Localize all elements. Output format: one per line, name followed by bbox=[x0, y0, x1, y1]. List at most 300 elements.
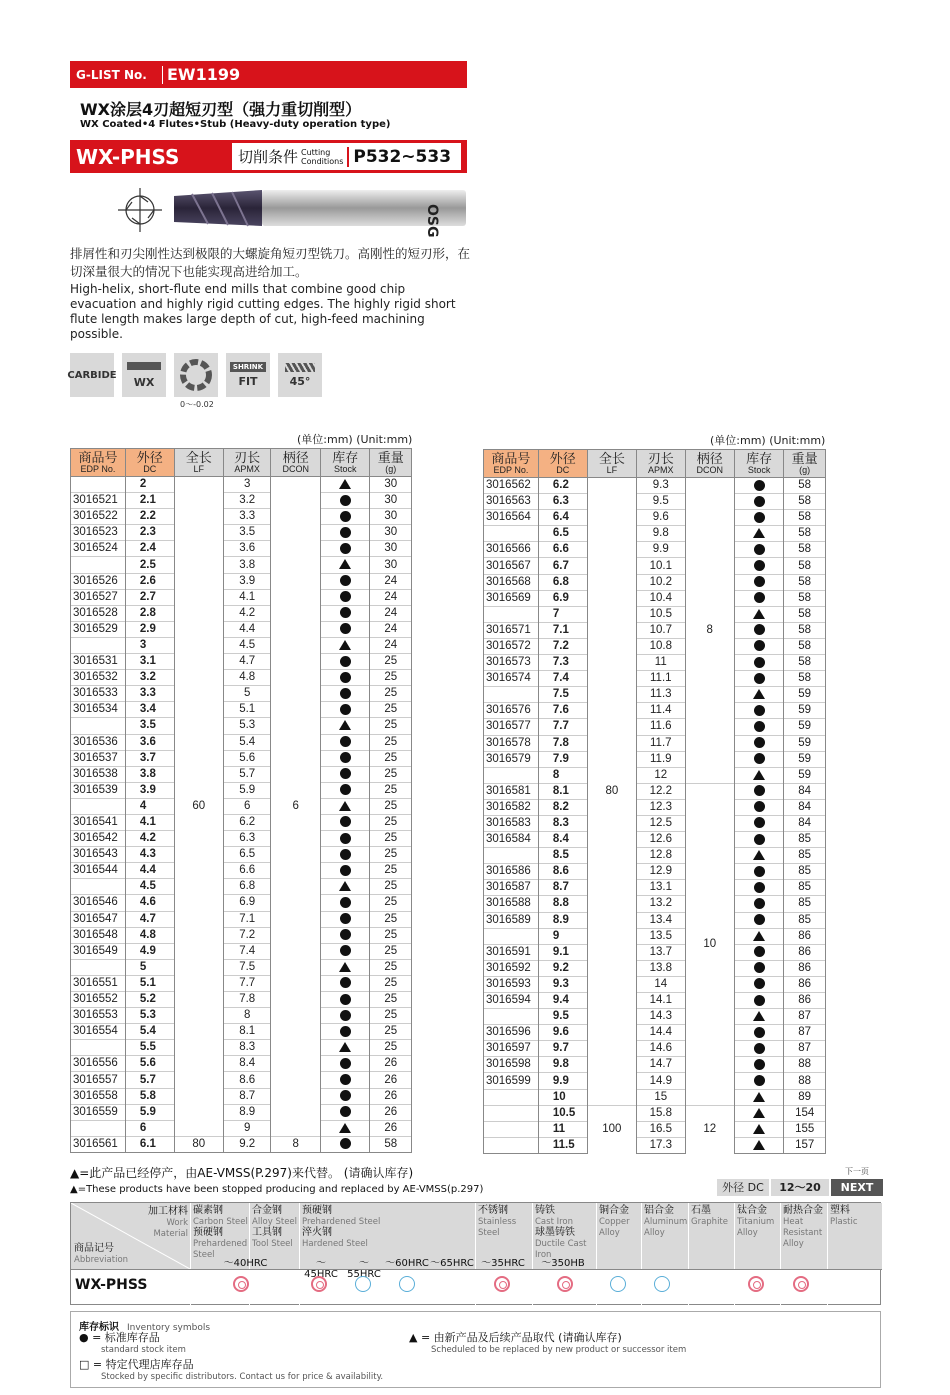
stock-standard-icon bbox=[754, 496, 765, 507]
table-row bbox=[484, 735, 826, 751]
apmx-value: 5.4 bbox=[223, 734, 271, 750]
edp-number: 3016547 bbox=[71, 911, 126, 927]
stock-cell bbox=[734, 993, 783, 1009]
dc-value: 7.6 bbox=[538, 703, 587, 719]
table-row bbox=[484, 896, 826, 912]
description-en: High-helix, short-flute end mills that combine good chip evacuation and highly rigid cutting edges. The highly rigid short flute length makes large depth of cut, high-feed machining possible. bbox=[70, 282, 456, 341]
apmx-value: 5.9 bbox=[223, 782, 271, 798]
dc-value: 8.6 bbox=[538, 864, 587, 880]
stock-replaced-icon bbox=[753, 1092, 765, 1102]
apmx-value: 13.5 bbox=[637, 928, 685, 944]
apmx-value: 9.6 bbox=[637, 510, 685, 526]
dc-value: 5.6 bbox=[125, 1056, 174, 1072]
table-row bbox=[484, 799, 826, 815]
stock-standard-icon bbox=[754, 1075, 765, 1086]
apmx-value: 8.4 bbox=[223, 1056, 271, 1072]
edp-number: 3016564 bbox=[484, 510, 539, 526]
model-name: WX-PHSS bbox=[76, 144, 180, 169]
apmx-value: 10.8 bbox=[637, 638, 685, 654]
table-row bbox=[71, 1008, 412, 1024]
table-row bbox=[71, 943, 412, 959]
edp-number: 3016593 bbox=[484, 976, 539, 992]
stock-standard-icon bbox=[754, 657, 765, 668]
dc-value: 8 bbox=[538, 767, 587, 783]
stock-replaced-icon bbox=[753, 689, 765, 699]
edp-number: 3016563 bbox=[484, 494, 539, 510]
stock-standard-icon bbox=[754, 978, 765, 989]
table-row bbox=[484, 719, 826, 735]
dcon-value: 10 bbox=[685, 783, 734, 1105]
stock-cell bbox=[734, 896, 783, 912]
edp-number: 3016552 bbox=[71, 992, 126, 1008]
dc-value: 4 bbox=[125, 798, 174, 814]
weight-value: 24 bbox=[370, 573, 412, 589]
apmx-value: 6.6 bbox=[223, 863, 271, 879]
stock-replaced-icon bbox=[339, 801, 351, 811]
stock-replaced-icon bbox=[339, 559, 351, 569]
stock-cell bbox=[734, 574, 783, 590]
edp-number: 3016576 bbox=[484, 703, 539, 719]
table-row bbox=[484, 864, 826, 880]
edp-number: 3016578 bbox=[484, 735, 539, 751]
stock-cell bbox=[321, 1024, 370, 1040]
stock-standard-icon bbox=[340, 816, 351, 827]
edp-number: 3016548 bbox=[71, 927, 126, 943]
table-row bbox=[484, 751, 826, 767]
stock-standard-icon bbox=[754, 640, 765, 651]
edp-number bbox=[71, 1040, 126, 1056]
recommended-icon bbox=[654, 1276, 670, 1292]
stock-replaced-icon bbox=[753, 1140, 765, 1150]
stock-cell bbox=[734, 606, 783, 622]
column-header-dcon: 柄径 DCON bbox=[685, 450, 734, 478]
dc-value: 2.7 bbox=[125, 589, 174, 605]
recommended-icon bbox=[355, 1276, 371, 1292]
dc-value: 9.9 bbox=[538, 1073, 587, 1089]
apmx-value: 12.6 bbox=[637, 832, 685, 848]
stock-cell bbox=[321, 686, 370, 702]
stock-cell bbox=[734, 494, 783, 510]
flute-shape bbox=[174, 190, 262, 226]
edp-number bbox=[71, 879, 126, 895]
next-dc-range: 12〜20 bbox=[771, 1179, 829, 1196]
stock-cell bbox=[321, 525, 370, 541]
apmx-value: 15.8 bbox=[637, 1105, 685, 1121]
stock-cell bbox=[321, 477, 370, 493]
dc-value: 3.8 bbox=[125, 766, 174, 782]
apmx-value: 5.7 bbox=[223, 766, 271, 782]
weight-value: 58 bbox=[784, 526, 826, 542]
apmx-value: 14.6 bbox=[637, 1041, 685, 1057]
apmx-value: 14.4 bbox=[637, 1025, 685, 1041]
apmx-value: 8.1 bbox=[223, 1024, 271, 1040]
stock-cell bbox=[321, 637, 370, 653]
apmx-value: 3.2 bbox=[223, 493, 271, 509]
weight-value: 58 bbox=[784, 574, 826, 590]
apmx-value: 12.2 bbox=[637, 783, 685, 799]
dc-value: 4.8 bbox=[125, 927, 174, 943]
column-header-dc: 外径 DC bbox=[538, 450, 587, 478]
weight-value: 84 bbox=[784, 783, 826, 799]
edp-number: 3016541 bbox=[71, 814, 126, 830]
product-title-cn: WX涂层4刃超短刃型（强力重切削型） bbox=[80, 100, 362, 119]
dc-value: 4.7 bbox=[125, 911, 174, 927]
dc-value: 5.2 bbox=[125, 992, 174, 1008]
feature-icons bbox=[67, 353, 322, 397]
svg-text:OSG: OSG bbox=[424, 204, 440, 238]
material-column: 石墨 Graphite bbox=[688, 1203, 734, 1305]
edp-number: 3016524 bbox=[71, 541, 126, 557]
cutting-conditions-pages[interactable]: P532~533 bbox=[353, 146, 452, 167]
stock-cell bbox=[321, 798, 370, 814]
stock-cell bbox=[734, 864, 783, 880]
edp-number bbox=[71, 798, 126, 814]
edp-number: 3016586 bbox=[484, 864, 539, 880]
apmx-value: 11.6 bbox=[637, 719, 685, 735]
unit-label-right: (单位:mm) (Unit:mm) bbox=[710, 434, 826, 447]
table-row bbox=[71, 992, 412, 1008]
edp-number: 3016596 bbox=[484, 1025, 539, 1041]
stock-standard-icon bbox=[340, 945, 351, 956]
table-row bbox=[71, 637, 412, 653]
material-column: 塑料 Plastic bbox=[827, 1203, 882, 1305]
dc-value: 5.4 bbox=[125, 1024, 174, 1040]
work-material-label: 加工材料 Work Material bbox=[148, 1206, 188, 1239]
stock-cell bbox=[734, 703, 783, 719]
weight-value: 30 bbox=[370, 509, 412, 525]
apmx-value: 11.4 bbox=[637, 703, 685, 719]
table-row bbox=[71, 879, 412, 895]
table-row bbox=[484, 928, 826, 944]
stock-cell bbox=[734, 622, 783, 638]
table-row bbox=[71, 509, 412, 525]
apmx-value: 8.7 bbox=[223, 1088, 271, 1104]
standard-stock-legend: ● = 标准库存品 standard stock item bbox=[79, 1331, 186, 1355]
hardness-label: ～350HB bbox=[541, 1258, 585, 1269]
stock-cell bbox=[321, 541, 370, 557]
dc-value: 7.5 bbox=[538, 687, 587, 703]
apmx-value: 4.2 bbox=[223, 605, 271, 621]
stock-cell bbox=[734, 912, 783, 928]
table-row bbox=[71, 863, 412, 879]
dc-value: 3.4 bbox=[125, 702, 174, 718]
apmx-value: 9 bbox=[223, 1120, 271, 1136]
apmx-value: 7.2 bbox=[223, 927, 271, 943]
edp-number: 3016528 bbox=[71, 605, 126, 621]
column-header-stock: 库存 Stock bbox=[734, 450, 783, 478]
dc-value: 4.6 bbox=[125, 895, 174, 911]
dc-value: 8.1 bbox=[538, 783, 587, 799]
table-row bbox=[71, 477, 412, 493]
edp-number bbox=[484, 1009, 539, 1025]
table-row bbox=[484, 510, 826, 526]
weight-value: 87 bbox=[784, 1009, 826, 1025]
edp-number: 3016592 bbox=[484, 960, 539, 976]
apmx-value: 6 bbox=[223, 798, 271, 814]
edp-number: 3016597 bbox=[484, 1041, 539, 1057]
stock-standard-icon bbox=[754, 834, 765, 845]
stock-replaced-icon bbox=[753, 528, 765, 538]
weight-value: 24 bbox=[370, 621, 412, 637]
weight-value: 85 bbox=[784, 832, 826, 848]
edp-number: 3016529 bbox=[71, 621, 126, 637]
weight-value: 25 bbox=[370, 734, 412, 750]
stock-standard-icon bbox=[340, 1058, 351, 1069]
weight-value: 25 bbox=[370, 975, 412, 991]
stock-standard-icon bbox=[340, 607, 351, 618]
apmx-value: 11.7 bbox=[637, 735, 685, 751]
stock-cell bbox=[321, 1040, 370, 1056]
apmx-value: 3.3 bbox=[223, 509, 271, 525]
stock-standard-icon bbox=[340, 1138, 351, 1149]
weight-value: 88 bbox=[784, 1073, 826, 1089]
stock-cell bbox=[734, 751, 783, 767]
dc-value: 6.6 bbox=[538, 542, 587, 558]
table-row bbox=[484, 1025, 826, 1041]
stock-cell bbox=[321, 734, 370, 750]
dc-value: 9.6 bbox=[538, 1025, 587, 1041]
stock-standard-icon bbox=[340, 591, 351, 602]
table-row bbox=[71, 1024, 412, 1040]
dc-value: 3.5 bbox=[125, 718, 174, 734]
weight-value: 25 bbox=[370, 943, 412, 959]
weight-value: 25 bbox=[370, 895, 412, 911]
stock-cell bbox=[734, 960, 783, 976]
stock-standard-icon bbox=[754, 801, 765, 812]
dc-value: 4.3 bbox=[125, 847, 174, 863]
dc-value: 4.4 bbox=[125, 863, 174, 879]
stock-standard-icon bbox=[340, 929, 351, 940]
stock-cell bbox=[734, 638, 783, 654]
next-page-nav[interactable] bbox=[717, 1179, 883, 1196]
material-column: 钛合金 Titanium Alloy bbox=[734, 1203, 780, 1305]
dc-value: 2.1 bbox=[125, 493, 174, 509]
weight-value: 25 bbox=[370, 863, 412, 879]
stock-standard-icon bbox=[754, 962, 765, 973]
material-column: 碳素钢 Carbon Steel 预硬钢 Prehardened Steel bbox=[190, 1203, 249, 1305]
dimension-table-left bbox=[70, 448, 412, 1153]
stock-cell bbox=[734, 1025, 783, 1041]
stock-cell bbox=[321, 911, 370, 927]
table-row bbox=[484, 1041, 826, 1057]
edp-number: 3016582 bbox=[484, 799, 539, 815]
edp-number: 3016553 bbox=[71, 1008, 126, 1024]
dc-value: 2.5 bbox=[125, 557, 174, 573]
stock-standard-icon bbox=[340, 768, 351, 779]
weight-value: 85 bbox=[784, 880, 826, 896]
edp-number: 3016546 bbox=[71, 895, 126, 911]
edp-number: 3016526 bbox=[71, 573, 126, 589]
edp-number bbox=[484, 687, 539, 703]
highly-recommended-icon bbox=[748, 1276, 764, 1292]
edp-number: 3016523 bbox=[71, 525, 126, 541]
stock-cell bbox=[734, 848, 783, 864]
apmx-value: 3 bbox=[223, 477, 271, 493]
dc-value: 3.7 bbox=[125, 750, 174, 766]
dc-value: 7.3 bbox=[538, 655, 587, 671]
table-row bbox=[484, 815, 826, 831]
stock-cell bbox=[734, 735, 783, 751]
conditions-divider bbox=[347, 147, 349, 167]
weight-value: 85 bbox=[784, 896, 826, 912]
apmx-value: 5 bbox=[223, 686, 271, 702]
edp-number: 3016533 bbox=[71, 686, 126, 702]
stock-standard-icon bbox=[754, 560, 765, 571]
dc-value: 2.6 bbox=[125, 573, 174, 589]
table-row bbox=[484, 655, 826, 671]
column-header-apmx: 刃长 APMX bbox=[223, 449, 271, 477]
stock-standard-icon bbox=[340, 752, 351, 763]
stock-standard-icon bbox=[340, 511, 351, 522]
apmx-value: 6.5 bbox=[223, 847, 271, 863]
dc-value: 6 bbox=[125, 1120, 174, 1136]
table-row bbox=[71, 541, 412, 557]
edp-number: 3016591 bbox=[484, 944, 539, 960]
wx-coating-icon: WX bbox=[122, 353, 166, 397]
apmx-value: 8.9 bbox=[223, 1104, 271, 1120]
apmx-value: 7.1 bbox=[223, 911, 271, 927]
apmx-value: 5.3 bbox=[223, 718, 271, 734]
apmx-value: 14.3 bbox=[637, 1009, 685, 1025]
dcon-value: 8 bbox=[271, 1136, 321, 1152]
weight-value: 26 bbox=[370, 1104, 412, 1120]
edp-number: 3016562 bbox=[484, 478, 539, 494]
stock-standard-icon bbox=[754, 866, 765, 877]
stock-cell bbox=[734, 815, 783, 831]
table-row bbox=[484, 1105, 826, 1121]
apmx-value: 9.5 bbox=[637, 494, 685, 510]
dc-value: 7.1 bbox=[538, 622, 587, 638]
apmx-value: 4.1 bbox=[223, 589, 271, 605]
apmx-value: 13.1 bbox=[637, 880, 685, 896]
apmx-value: 6.3 bbox=[223, 831, 271, 847]
end-mill-illustration bbox=[112, 182, 468, 238]
cutting-conditions[interactable] bbox=[232, 143, 461, 170]
apmx-value: 13.8 bbox=[637, 960, 685, 976]
stock-replaced-icon bbox=[753, 1124, 765, 1134]
table-row bbox=[71, 959, 412, 975]
apmx-value: 7.5 bbox=[223, 959, 271, 975]
stock-standard-icon bbox=[340, 1090, 351, 1101]
table-row bbox=[71, 1040, 412, 1056]
weight-value: 30 bbox=[370, 493, 412, 509]
inventory-symbols bbox=[70, 1311, 881, 1388]
edp-number: 3016569 bbox=[484, 590, 539, 606]
edp-number: 3016557 bbox=[71, 1072, 126, 1088]
dc-value: 6.2 bbox=[538, 478, 587, 494]
table-row bbox=[484, 880, 826, 896]
dc-value: 2.8 bbox=[125, 605, 174, 621]
highly-recommended-icon bbox=[311, 1276, 327, 1292]
dc-value: 2.4 bbox=[125, 541, 174, 557]
dc-value: 8.5 bbox=[538, 848, 587, 864]
stock-replaced-icon bbox=[339, 962, 351, 972]
material-column: 预硬钢 Prehardened Steel 淬火钢 Hardened Steel bbox=[299, 1203, 475, 1305]
stock-cell bbox=[321, 493, 370, 509]
weight-value: 25 bbox=[370, 654, 412, 670]
table-row bbox=[484, 606, 826, 622]
apmx-value: 7.8 bbox=[223, 992, 271, 1008]
edp-number: 3016537 bbox=[71, 750, 126, 766]
glist-divider bbox=[162, 66, 163, 84]
apmx-value: 11.1 bbox=[637, 671, 685, 687]
apmx-value: 9.8 bbox=[637, 526, 685, 542]
dc-value: 6.3 bbox=[538, 494, 587, 510]
weight-value: 85 bbox=[784, 848, 826, 864]
edp-number: 3016579 bbox=[484, 751, 539, 767]
stock-cell bbox=[321, 509, 370, 525]
stock-cell bbox=[321, 589, 370, 605]
weight-value: 59 bbox=[784, 687, 826, 703]
dc-value: 3.3 bbox=[125, 686, 174, 702]
weight-value: 86 bbox=[784, 976, 826, 992]
weight-value: 25 bbox=[370, 814, 412, 830]
stock-cell bbox=[321, 670, 370, 686]
edp-number bbox=[484, 767, 539, 783]
weight-value: 26 bbox=[370, 1056, 412, 1072]
stock-standard-icon bbox=[754, 785, 765, 796]
weight-value: 58 bbox=[784, 655, 826, 671]
weight-value: 58 bbox=[784, 478, 826, 494]
stock-cell bbox=[321, 766, 370, 782]
table-row bbox=[71, 1104, 412, 1120]
dc-value: 8.9 bbox=[538, 912, 587, 928]
apmx-value: 4.4 bbox=[223, 621, 271, 637]
dc-value: 6.1 bbox=[125, 1136, 174, 1152]
next-button[interactable]: NEXT bbox=[831, 1179, 883, 1196]
dc-value: 8.7 bbox=[538, 880, 587, 896]
table-row bbox=[484, 542, 826, 558]
dc-value: 2.9 bbox=[125, 621, 174, 637]
dcon-value: 8 bbox=[685, 478, 734, 784]
weight-value: 87 bbox=[784, 1025, 826, 1041]
weight-value: 24 bbox=[370, 589, 412, 605]
table-row bbox=[71, 493, 412, 509]
dc-value: 4.1 bbox=[125, 814, 174, 830]
tolerance-label: 0〜-0.02 bbox=[180, 400, 214, 409]
edp-number: 3016522 bbox=[71, 509, 126, 525]
edp-number: 3016583 bbox=[484, 815, 539, 831]
edp-number: 3016598 bbox=[484, 1057, 539, 1073]
table-row bbox=[71, 927, 412, 943]
table-row bbox=[484, 494, 826, 510]
stock-standard-icon bbox=[754, 817, 765, 828]
table-row bbox=[484, 960, 826, 976]
dc-value: 2.3 bbox=[125, 525, 174, 541]
apmx-value: 4.5 bbox=[223, 637, 271, 653]
table-row bbox=[71, 766, 412, 782]
dc-value: 4.5 bbox=[125, 879, 174, 895]
glist-label: G-LIST No. bbox=[76, 67, 147, 82]
cutting-conditions-en: Cutting Conditions bbox=[301, 147, 344, 166]
stock-standard-icon bbox=[340, 527, 351, 538]
edp-number bbox=[484, 1121, 539, 1137]
dc-value: 2 bbox=[125, 477, 174, 493]
table-row bbox=[484, 976, 826, 992]
stock-cell bbox=[321, 557, 370, 573]
stock-standard-icon bbox=[340, 1074, 351, 1085]
weight-value: 155 bbox=[784, 1121, 826, 1137]
stock-replaced-icon bbox=[339, 640, 351, 650]
stock-standard-icon bbox=[340, 736, 351, 747]
apmx-value: 9.3 bbox=[637, 478, 685, 494]
discontinued-note-cn: ▲=此产品已经停产，由AE-VMSS(P.297)来代替。 (请确认库存) bbox=[70, 1166, 414, 1180]
hardness-label: ～35HRC bbox=[481, 1258, 525, 1269]
weight-value: 86 bbox=[784, 944, 826, 960]
row-model-label: WX-PHSS bbox=[75, 1277, 148, 1293]
table-row bbox=[71, 750, 412, 766]
stock-cell bbox=[321, 1072, 370, 1088]
